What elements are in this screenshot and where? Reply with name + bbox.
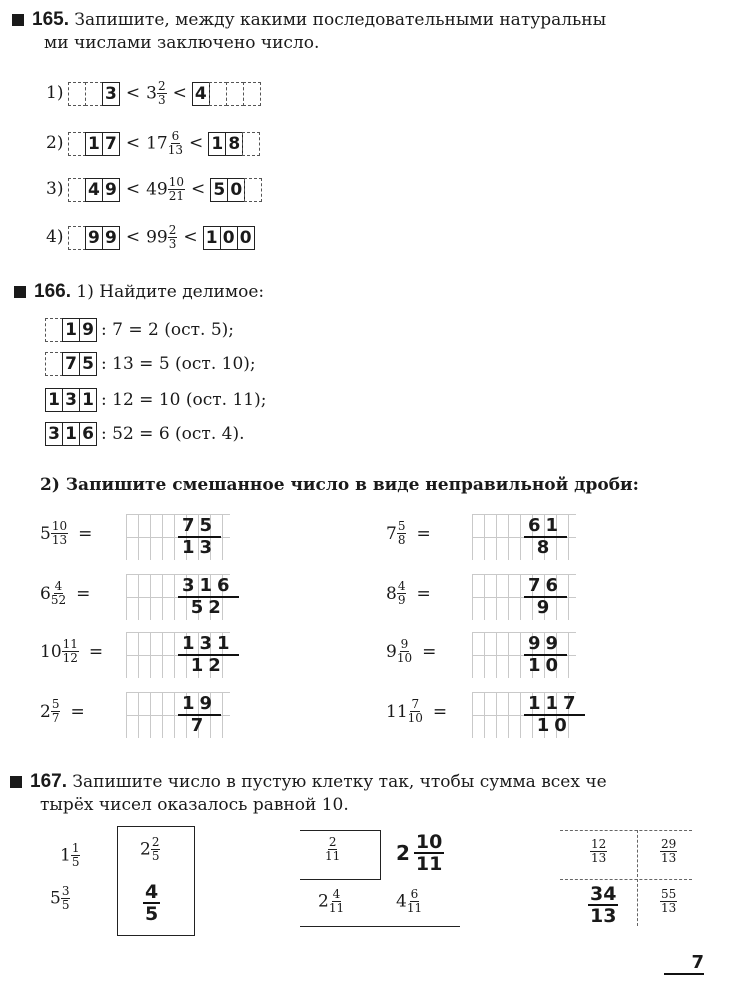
numerator: 316 — [178, 576, 239, 598]
less-than-sign: < — [125, 83, 141, 103]
fraction: $\frac{29}{13}$ — [661, 837, 677, 865]
answer-cells — [204, 226, 255, 250]
fraction: $\frac{55}{13}$ — [661, 887, 677, 915]
mixed-number: 5 $\frac{3}{5}$ — [50, 884, 70, 912]
division-expression: : 52 = 6 (ост. 4). — [101, 423, 245, 444]
handwritten-answer — [524, 516, 567, 558]
digit-cell: 0 — [220, 226, 238, 250]
denominator: 12 — [62, 651, 78, 665]
task-166-part1: 1) Найдите делимое: — [76, 282, 265, 302]
denominator: 13 — [167, 143, 184, 157]
handwritten-answer — [178, 516, 221, 558]
numerator: 2 — [157, 79, 166, 93]
equals-sign: = — [76, 583, 91, 604]
whole-part: 10 — [40, 641, 62, 662]
denominator: 3 — [157, 93, 166, 107]
task-166-heading: 166. 1) Найдите делимое: — [14, 280, 264, 304]
whole-part: 11 — [386, 701, 408, 722]
digit-cell: 0 — [237, 226, 255, 250]
inequality-row — [46, 80, 261, 107]
mixed-number — [386, 638, 436, 665]
denominator: 13 — [182, 537, 218, 558]
denominator: 10 — [528, 655, 564, 676]
division-expression: : 12 = 10 (ост. 11); — [101, 389, 267, 410]
answer-cells — [46, 422, 97, 446]
digit-cell — [45, 352, 63, 376]
whole-part: 49 — [146, 179, 168, 200]
digit-cell — [68, 132, 86, 156]
digit-cell — [68, 178, 86, 202]
digit-cell: 1 — [85, 132, 103, 156]
digit-cell: 4 — [192, 82, 210, 106]
denominator: 52 — [50, 593, 67, 607]
numerator: 4 — [54, 579, 63, 593]
digit-cell: 8 — [225, 132, 243, 156]
page-number: 7 — [664, 952, 704, 975]
digit-cell — [209, 82, 227, 106]
fraction — [51, 580, 66, 607]
digit-cell — [85, 82, 103, 106]
digit-cell: 1 — [45, 388, 63, 412]
task-marker-icon — [12, 14, 24, 26]
digit-cell — [45, 318, 63, 342]
whole-part: 9 — [386, 641, 397, 662]
numerator: 5 — [397, 519, 406, 533]
fraction — [51, 520, 68, 547]
equals-sign: = — [416, 523, 431, 544]
digit-cell — [242, 132, 260, 156]
mixed-number — [40, 520, 92, 547]
answer-cells — [193, 82, 261, 106]
digit-cell: 9 — [102, 178, 120, 202]
equals-sign: = — [422, 641, 437, 662]
whole-part: 8 — [386, 583, 397, 604]
numerator: 9 — [400, 637, 409, 651]
digit-cell: 9 — [85, 226, 103, 250]
digit-cell: 4 — [85, 178, 103, 202]
denominator: 12 — [190, 655, 226, 676]
numerator: 117 — [524, 694, 585, 716]
division-expression: : 13 = 5 (ост. 10); — [101, 353, 256, 374]
denominator: 8 — [397, 533, 406, 547]
fraction — [397, 580, 407, 607]
numerator: 76 — [524, 576, 567, 598]
mixed-number — [40, 638, 103, 665]
numerator: 11 — [62, 637, 78, 651]
inequality-row — [46, 130, 260, 157]
numerator: 10 — [168, 175, 185, 189]
row-label: 4) — [46, 227, 64, 247]
equals-sign: = — [78, 523, 93, 544]
handwritten-answer — [178, 634, 239, 676]
less-than-sign: < — [189, 133, 204, 153]
numerator: 6 — [171, 129, 180, 143]
less-than-sign: < — [125, 133, 141, 153]
fraction — [397, 638, 412, 665]
task-marker-icon — [10, 776, 22, 788]
denominator: 3 — [168, 237, 177, 251]
handwritten-answer: $\frac{34}{13}$ — [590, 883, 617, 927]
digit-cell: 7 — [62, 352, 80, 376]
mixed-number: 1 $\frac{1}{5}$ — [60, 841, 80, 869]
denominator: 13 — [51, 533, 68, 547]
whole-part: 99 — [146, 227, 168, 248]
handwritten-answer — [524, 694, 585, 736]
answer-cells — [209, 132, 260, 156]
cell-border — [300, 830, 381, 880]
answer-cells — [46, 318, 97, 342]
task-167-text-cont: тырёх чисел оказалось равной 10. — [40, 795, 349, 815]
handwritten-answer — [178, 694, 221, 736]
less-than-sign: < — [125, 179, 141, 199]
answer-cells — [69, 132, 120, 156]
mixed-number — [386, 698, 447, 725]
cell-divider — [637, 830, 638, 926]
division-expression: : 7 = 2 (ост. 5); — [101, 319, 234, 340]
denominator: 21 — [168, 189, 185, 203]
digit-cell: 9 — [79, 318, 97, 342]
denominator: 10 — [396, 651, 413, 665]
answer-cells — [69, 226, 120, 250]
answer-cells — [69, 82, 120, 106]
task-166-part2: 2) Запишите смешанное число в виде неправильной дроби: — [40, 475, 639, 495]
handwritten-answer: $\frac{4}{5}$ — [145, 881, 159, 925]
task-165-text-cont: ми числами заключено число. — [44, 33, 320, 53]
numerator: 61 — [524, 516, 567, 538]
whole-part: 17 — [146, 133, 168, 154]
digit-cell: 3 — [45, 422, 63, 446]
digit-cell: 1 — [62, 318, 80, 342]
denominator: 52 — [190, 597, 226, 618]
answer-cells — [69, 178, 120, 202]
numerator: 19 — [178, 694, 221, 716]
fraction — [168, 130, 183, 157]
handwritten-answer — [178, 576, 239, 618]
less-than-sign: < — [191, 179, 206, 199]
less-than-sign: < — [172, 83, 187, 103]
mixed-number — [386, 580, 431, 607]
handwritten-answer — [524, 634, 567, 676]
answer-cells — [46, 388, 97, 412]
digit-cell: 7 — [102, 132, 120, 156]
digit-cell: 0 — [227, 178, 245, 202]
digit-cell: 5 — [210, 178, 228, 202]
denominator: 7 — [51, 711, 60, 725]
denominator: 10 — [407, 711, 423, 725]
digit-cell: 3 — [102, 82, 120, 106]
task-marker-icon — [14, 286, 26, 298]
fraction — [51, 698, 61, 725]
mixed-number: 4 $\frac{6}{11}$ — [396, 887, 423, 915]
digit-cell — [68, 82, 86, 106]
row-label: 1) — [46, 83, 64, 103]
denominator: 9 — [536, 597, 555, 618]
digit-cell: 3 — [62, 388, 80, 412]
numerator: 99 — [524, 634, 567, 656]
mixed-number: 2 $\frac{4}{11}$ — [318, 887, 345, 915]
whole-part: 5 — [40, 523, 51, 544]
equals-sign: = — [432, 701, 448, 722]
fraction — [408, 698, 423, 725]
fraction — [157, 80, 167, 107]
fraction — [168, 176, 185, 203]
division-row — [46, 422, 245, 446]
task-165-text: Запишите, между какими последовательными натуральны — [74, 10, 607, 30]
handwritten-answer — [524, 576, 567, 618]
mixed-number — [386, 520, 431, 547]
numerator: 7 — [411, 697, 420, 711]
digit-cell: 6 — [79, 422, 97, 446]
equals-sign: = — [416, 583, 431, 604]
fraction: $\frac{2}{11}$ — [325, 835, 341, 863]
digit-cell: 9 — [102, 226, 120, 250]
whole-part: 7 — [386, 523, 397, 544]
whole-part: 3 — [146, 83, 157, 104]
whole-part: 6 — [40, 583, 51, 604]
numerator: 75 — [178, 516, 221, 538]
equals-sign: = — [70, 701, 85, 722]
numerator: 2 — [168, 223, 177, 237]
numerator: 10 — [51, 519, 68, 533]
digit-cell — [243, 82, 261, 106]
denominator: 9 — [397, 593, 406, 607]
equals-sign: = — [88, 641, 104, 662]
mixed-number — [40, 580, 90, 607]
denominator: 10 — [536, 715, 572, 736]
mixed-number: 2 $\frac{2}{5}$ — [140, 835, 160, 863]
handwritten-answer: 2 $\frac{10}{11}$ — [396, 831, 443, 875]
division-row — [46, 388, 266, 412]
fraction: $\frac{12}{13}$ — [591, 837, 607, 865]
digit-cell: 1 — [79, 388, 97, 412]
answer-cells — [211, 178, 262, 202]
numerator: 4 — [397, 579, 406, 593]
row-label: 2) — [46, 133, 64, 153]
denominator: 7 — [190, 715, 209, 736]
digit-cell: 1 — [208, 132, 226, 156]
less-than-sign: < — [183, 227, 198, 247]
whole-part: 2 — [40, 701, 51, 722]
row-label: 3) — [46, 179, 64, 199]
denominator: 8 — [536, 537, 555, 558]
digit-cell: 5 — [79, 352, 97, 376]
fraction — [397, 520, 407, 547]
task-165-heading: 165. Запишите, между какими последовательными натуральны ми числами заключено число. — [12, 8, 717, 55]
division-row — [46, 318, 234, 342]
inequality-row — [46, 224, 255, 251]
numerator: 131 — [178, 634, 239, 656]
digit-cell — [226, 82, 244, 106]
digit-cell — [244, 178, 262, 202]
less-than-sign: < — [125, 227, 141, 247]
mixed-number — [40, 698, 85, 725]
task-167-text: Запишите число в пустую клетку так, чтобы сумма всех че — [72, 772, 607, 792]
fraction — [62, 638, 79, 665]
task-167-heading: 167. Запишите число в пустую клетку так, чтобы сумма всех че тырёх чисел оказалось равной 10. — [10, 770, 720, 817]
digit-cell — [68, 226, 86, 250]
division-row — [46, 352, 256, 376]
numerator: 5 — [51, 697, 60, 711]
digit-cell: 1 — [62, 422, 80, 446]
inequality-row — [46, 176, 262, 203]
answer-cells — [46, 352, 97, 376]
fraction — [168, 224, 178, 251]
digit-cell: 1 — [203, 226, 221, 250]
